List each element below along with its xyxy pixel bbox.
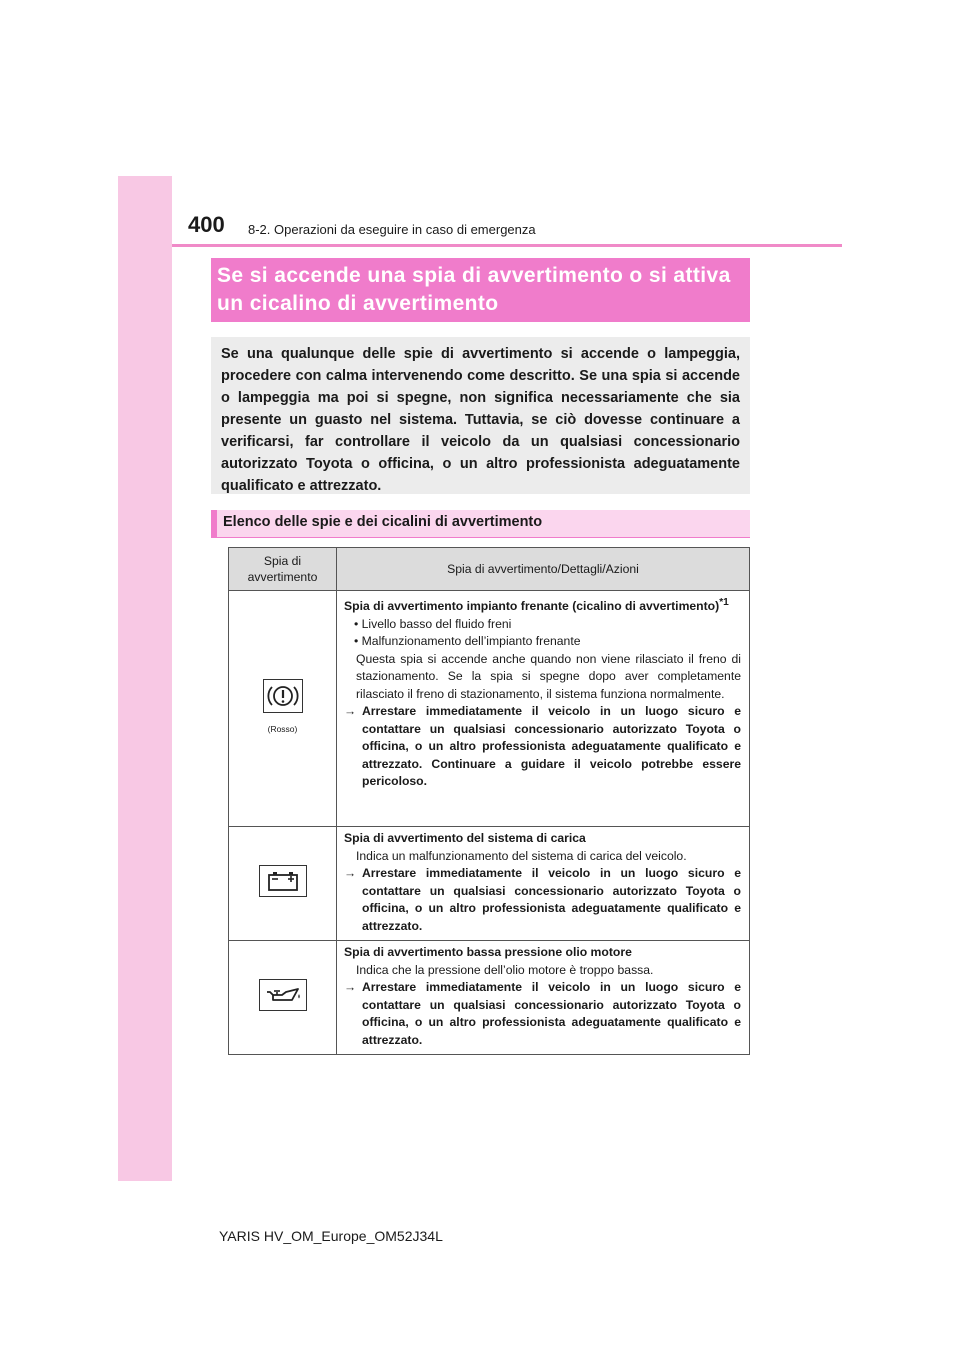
detail-text: Questa spia si accende anche quando non viene rilasciato il freno di stazionamento. Se la spia si spegne dopo aver completamente rilasciato il freno di stazionamento, il sistema funziona normalmente.	[356, 651, 741, 701]
table-header-row	[229, 548, 750, 591]
action-text-content: Arrestare immediatamente il veicolo in un luogo sicuro e contattare un qualsiasi concessionario autorizzato Toyota o officina, o un altro professionista adeguatamente qualificato e attrezzato. Continuare a guidare il veicolo potrebbe essere pericoloso.	[362, 704, 741, 789]
charging-system-battery-icon	[259, 865, 307, 897]
arrow-icon: →	[344, 980, 357, 994]
description-cell	[337, 941, 750, 1055]
row-title: Spia di avvertimento bassa pressione olio motore	[344, 945, 632, 959]
arrow-icon: →	[344, 704, 357, 719]
description-cell	[337, 827, 750, 941]
section-subheading: Elenco delle spie e dei cicalini di avvertimento	[211, 510, 750, 538]
header-rule	[172, 244, 842, 247]
bullet-item: • Malfunzionamento dell’impianto frenante	[354, 634, 581, 649]
table-row	[229, 591, 750, 827]
column-header-light: Spia di avvertimento	[229, 548, 337, 591]
icon-color-note: (Rosso)	[267, 723, 298, 734]
side-band	[118, 176, 172, 1181]
section-header: 8-2. Operazioni da eseguire in caso di emergenza	[248, 222, 536, 237]
icon-cell	[229, 941, 337, 1055]
action-text-content: Arrestare immediatamente il veicolo in un luogo sicuro e contattare un qualsiasi concessionario autorizzato Toyota o officina, o un altro professionista adeguatamente qualificato e attrezzato.	[362, 980, 741, 1047]
icon-cell	[229, 827, 337, 941]
row-title	[344, 594, 741, 616]
detail-text: Indica un malfunzionamento del sistema di carica del veicolo.	[356, 848, 687, 863]
footnote-marker: *1	[719, 597, 729, 608]
action-text	[344, 865, 741, 935]
bullet-text: Livello basso del fluido freni	[361, 616, 512, 631]
action-text	[344, 979, 741, 1049]
row-title-text: Spia di avvertimento impianto frenante (cicalino di avvertimento)	[344, 599, 720, 614]
page-title: Se si accende una spia di avvertimento o si attiva un cicalino di avvertimento	[211, 258, 750, 322]
footer-model-code: YARIS HV_OM_Europe_OM52J34L	[219, 1228, 443, 1244]
description-cell	[337, 591, 750, 827]
action-text	[344, 703, 741, 791]
bullet-text: Malfunzionamento dell’impianto frenante	[361, 634, 581, 649]
intro-paragraph: Se una qualunque delle spie di avvertimento si accende o lampeggia, procedere con calma intervenendo come descritto. Se una spia si accende o lampeggia ma poi si spegne, non significa necessariamente che sia presente un guasto nel sistema. Tuttavia, se ciò dovesse continuare a verificarsi, far controllare il veicolo da un qualsiasi concessionario autorizzato Toyota o officina, o un altro professionista adeguatamente qualificato e attrezzato.	[211, 337, 750, 494]
warning-lights-table	[228, 547, 750, 1055]
row-title: Spia di avvertimento del sistema di carica	[344, 831, 586, 845]
brake-system-warning-icon	[263, 679, 303, 713]
table-row	[229, 941, 750, 1055]
detail-text: Indica che la pressione dell’olio motore è troppo bassa.	[356, 962, 654, 977]
bullet-item: • Livello basso del fluido freni	[354, 616, 512, 631]
column-header-details: Spia di avvertimento/Dettagli/Azioni	[337, 548, 750, 591]
table-row	[229, 827, 750, 941]
page-number: 400	[188, 212, 225, 237]
arrow-icon: →	[344, 866, 357, 880]
icon-cell	[229, 591, 337, 827]
oil-pressure-icon	[259, 979, 307, 1011]
action-text-content: Arrestare immediatamente il veicolo in un luogo sicuro e contattare un qualsiasi concessionario autorizzato Toyota o officina, o un altro professionista adeguatamente qualificato e attrezzato.	[362, 866, 741, 933]
